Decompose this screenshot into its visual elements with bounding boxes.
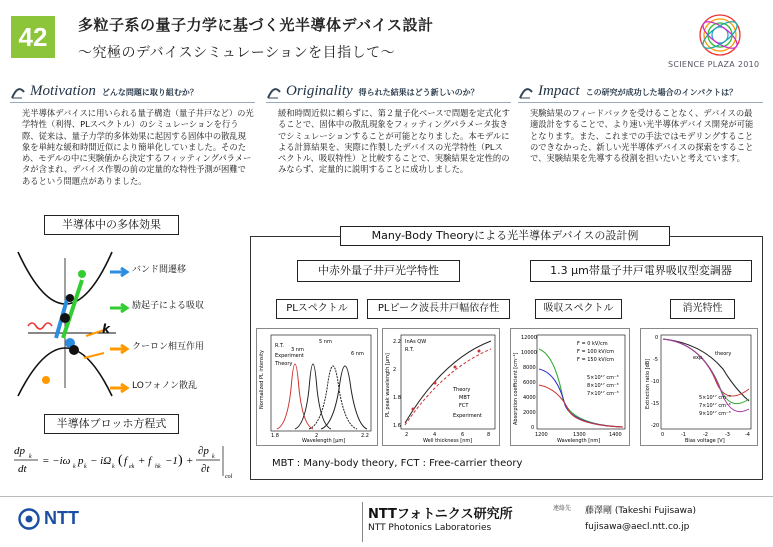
plot1-tick: 1.8 xyxy=(271,433,279,439)
plot4-label: 9×10¹⁷ cm⁻³ xyxy=(699,411,731,417)
design-example-title: Many-Body Theoryによる光半導体デバイスの設計例 xyxy=(340,226,670,246)
plot4-label: 5×10¹⁷ cm⁻³ xyxy=(699,395,731,401)
plot2-label: MBT xyxy=(459,395,470,401)
plot3-tick: 4000 xyxy=(523,395,536,401)
mid-ir-title: 中赤外量子井戸光学特性 xyxy=(297,260,460,282)
green-arrow-icon xyxy=(110,298,132,308)
plot3-tick: 1200 xyxy=(535,432,548,438)
manybody-title-box: 半導体中の多体効果 xyxy=(44,215,179,235)
legend-coulomb: クーロン相互作用 xyxy=(132,342,205,352)
plot3-label: F = 100 kV/cm xyxy=(577,349,614,355)
motivation-header: Motivation どんな問題に取り組むか？ xyxy=(30,83,198,99)
plot1-label: Theory xyxy=(275,361,293,367)
plot2-label: FCT xyxy=(459,403,469,409)
plot1-label: R.T. xyxy=(275,343,284,349)
svg-text:dt: dt xyxy=(18,463,27,475)
divider xyxy=(10,102,255,103)
plot3-label: 5×10¹⁷ cm⁻³ xyxy=(587,375,619,381)
legend-interband: バンド間遷移 xyxy=(132,265,187,275)
svg-text:k: k xyxy=(212,454,215,460)
plot3-label: 8×10¹⁷ cm⁻³ xyxy=(587,383,619,389)
legend-lo-phonon: LOフォノン散乱 xyxy=(132,381,197,391)
plot4-label: 7×10¹⁷ cm⁻³ xyxy=(699,403,731,409)
plot2-tick: 2 xyxy=(405,432,409,438)
svg-text:k: k xyxy=(73,464,76,470)
plot4-label: exp. xyxy=(693,355,704,361)
plot1-label: 6 nm xyxy=(351,351,364,357)
plot3-label: F = 0 kV/cm xyxy=(577,341,608,347)
footer-divider xyxy=(0,496,773,497)
svg-text:ek: ek xyxy=(129,464,135,470)
plot3-tick: 2000 xyxy=(523,410,536,416)
extinction-plot xyxy=(640,328,758,446)
plot3-tick: 12000 xyxy=(521,335,537,341)
absorption-label: 吸収スペクトル xyxy=(535,299,622,319)
plot3-ylabel: Absorption coefficient [cm⁻¹] xyxy=(513,352,519,425)
plot3-tick: 1400 xyxy=(609,432,622,438)
page-subtitle: 〜究極のデバイスシミュレーションを目指して〜 xyxy=(78,45,396,61)
poster-number: 42 xyxy=(11,16,55,58)
plot2-tick: 2.2 xyxy=(393,339,401,345)
lab-name-en: NTT Photonics Laboratories xyxy=(368,523,492,533)
plot3-label: 7×10¹⁷ cm⁻³ xyxy=(587,391,619,397)
bloch-equation xyxy=(12,438,240,484)
plot4-tick: 0 xyxy=(655,335,659,341)
svg-text:k: k xyxy=(84,464,87,470)
footnote: MBT : Many-body theory, FCT : Free-carrier theory xyxy=(272,458,523,469)
plot4-tick: -15 xyxy=(651,401,660,407)
plot4-tick: -3 xyxy=(725,432,730,438)
svg-text:= −iω: = −iω xyxy=(42,455,71,467)
originality-icon xyxy=(266,84,282,100)
plot3-xlabel: Wavelength [nm] xyxy=(557,438,601,444)
plot2-tick: 6 xyxy=(461,432,465,438)
svg-text:k: k xyxy=(112,464,115,470)
originality-text: 緩和時間近似に頼らずに、第２量子化ベースで問題を定式化することで、固体中の散乱現象をフィッティングパラメータ抜きでシミュレーションすることが可能となりました。本モデルによる計算結果を、実際に作製したデバイスの光学特性（PLスペクトル、吸収特性）と比較することで、実験結果を定性的のみならず、定量的に説明することに成功しました。 xyxy=(278,108,510,175)
pl-peak-label: PLピーク波長井戸幅依存性 xyxy=(367,299,510,319)
footer-divider xyxy=(362,502,363,542)
plot2-tick: 1.8 xyxy=(393,395,401,401)
plot1-label: Experiment xyxy=(275,353,304,359)
svg-text:col: col xyxy=(225,474,233,480)
plot2-label: R.T. xyxy=(405,347,414,353)
pl-spectrum-plot xyxy=(256,328,378,446)
plot1-ylabel: Normalized PL intensity xyxy=(259,349,265,409)
pl-peak-plot xyxy=(382,328,500,446)
plot4-tick: -1 xyxy=(681,432,686,438)
svg-text:+: + xyxy=(186,455,194,467)
impact-text: 実験結果のフィードバックを受けることなく、デバイスの最適設計をすることで、より速い光半導体デバイス開発が可能となります。また、これまでの手法ではモデリングすることのできなかった、新しい光半導体デバイスの探索をすることで、実験結果を先導する役割を担いたいと考えています。 xyxy=(530,108,754,164)
plot4-tick: -5 xyxy=(653,357,658,363)
plot4-tick: -10 xyxy=(651,379,660,385)
plot4-tick: -2 xyxy=(703,432,708,438)
plot1-xlabel: Wavelength [μm] xyxy=(302,438,346,444)
svg-text:∂p: ∂p xyxy=(198,445,209,457)
plot4-xlabel: Bias voltage [V] xyxy=(685,438,725,444)
impact-icon xyxy=(518,84,534,100)
svg-text:+ f: + f xyxy=(138,455,152,467)
modulator-title: 1.3 μm帯量子井戸電界吸収型変調器 xyxy=(530,260,752,282)
plot2-xlabel: Well thickness [nm] xyxy=(423,438,473,444)
logo-text: SCIENCE PLAZA 2010 xyxy=(668,60,760,69)
science-plaza-logo xyxy=(695,10,745,60)
extinction-label: 消光特性 xyxy=(670,299,735,319)
k-label: k xyxy=(102,322,110,336)
plot1-tick: 2.2 xyxy=(361,433,369,439)
plot3-label: F = 150 kV/cm xyxy=(577,357,614,363)
contact-person: 藤澤剛 (Takeshi Fujisawa) xyxy=(585,506,697,516)
plot4-tick: 0 xyxy=(661,432,665,438)
motivation-icon xyxy=(10,84,26,100)
plot4-tick: -4 xyxy=(745,432,750,438)
svg-text:− iΩ: − iΩ xyxy=(90,455,112,467)
svg-text:(: ( xyxy=(118,453,123,468)
svg-text:∂t: ∂t xyxy=(201,463,210,475)
plot1-tick: 2 xyxy=(315,433,319,439)
plot2-tick: 2 xyxy=(393,367,397,373)
plot3-tick: 10000 xyxy=(521,350,537,356)
svg-text:−1: −1 xyxy=(165,455,178,467)
orange-arrow-icon xyxy=(110,339,132,349)
svg-text:f: f xyxy=(124,455,128,467)
legend-exciton: 励起子による吸収 xyxy=(132,301,205,311)
bloch-title-box: 半導体ブロッホ方程式 xyxy=(44,414,179,434)
plot2-ylabel: PL peak wavelength [μm] xyxy=(385,353,391,417)
impact-header: Impact この研究が成功した場合のインパクトは？ xyxy=(538,83,738,99)
lab-name-jp: NTTフォトニクス研究所 xyxy=(368,507,513,522)
originality-header: Originality 得られた結果はどう新しいのか？ xyxy=(286,83,479,99)
plot2-label: Theory xyxy=(453,387,471,393)
plot1-label: 5 nm xyxy=(319,339,332,345)
svg-text:p: p xyxy=(78,455,84,467)
plot4-tick: -20 xyxy=(651,423,660,429)
contact-label: 連絡先 xyxy=(553,505,572,512)
svg-text:dp: dp xyxy=(14,445,25,457)
plot2-tick: 1.6 xyxy=(393,423,401,429)
orange-arrow-icon xyxy=(110,378,132,388)
plot1-label: 3 nm xyxy=(291,347,304,353)
svg-text:k: k xyxy=(29,454,32,460)
plot2-label: InAs QW xyxy=(405,339,427,345)
plot2-tick: 8 xyxy=(487,432,491,438)
page-title: 多粒子系の量子力学に基づく光半導体デバイス設計 xyxy=(78,16,434,34)
plot3-tick: 1300 xyxy=(573,432,586,438)
plot3-tick: 8000 xyxy=(523,365,536,371)
pl-spectrum-label: PLスペクトル xyxy=(276,299,358,319)
divider xyxy=(518,102,763,103)
motivation-text: 光半導体デバイスに用いられる量子構造（量子井戸など）の光学特性（利得、PLスペクトル）のシミュレーションを行う際、従来は、量子力学的多体効果に起因する固体中の散乱現象を単純な緩和時間近似により簡単化していました。そのため、モデルの中に実験値から決定するフィッティングパラメータが含まれ、デバイス作製の前の定量的な特性予測が困難であるという問題点がありました。 xyxy=(22,108,254,186)
svg-text:hk: hk xyxy=(155,464,161,470)
plot2-tick: 4 xyxy=(433,432,437,438)
contact-email[interactable]: fujisawa@aecl.ntt.co.jp xyxy=(585,522,690,532)
plot3-tick: 0 xyxy=(531,425,535,431)
plot3-tick: 6000 xyxy=(523,380,536,386)
divider xyxy=(266,102,511,103)
plot2-label: Experiment xyxy=(453,413,482,419)
ntt-logo-text: NTT xyxy=(44,508,79,528)
ntt-logo-icon xyxy=(18,508,40,530)
plot4-ylabel: Extinction ratio [dB] xyxy=(645,358,651,409)
blue-arrow-icon xyxy=(110,262,132,272)
svg-text:): ) xyxy=(178,453,183,468)
absorption-plot xyxy=(510,328,630,446)
plot4-label: theory xyxy=(715,351,732,357)
